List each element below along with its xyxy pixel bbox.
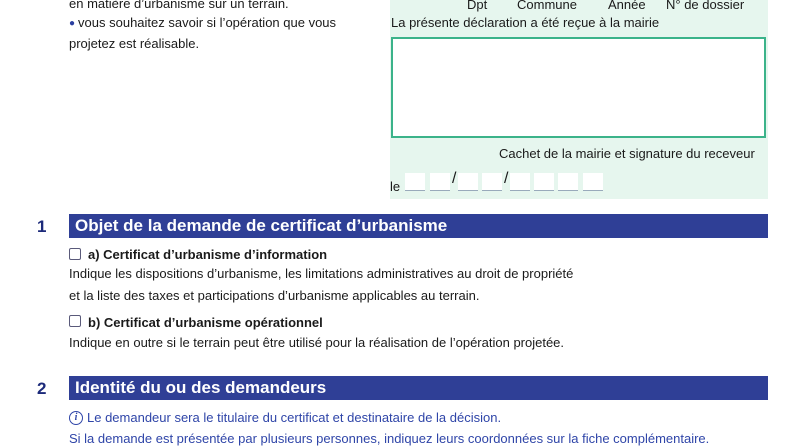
section-1-number: 1 xyxy=(37,217,47,236)
section-2-number: 2 xyxy=(37,379,47,398)
date-year-2[interactable] xyxy=(534,173,554,191)
intro-line-1: en matière d’urbanisme sur un terrain. xyxy=(69,0,289,11)
date-separator: / xyxy=(504,170,509,187)
info-line-2: Si la demande est présentée par plusieurs personnes, indiquez leurs coordonnées sur la fiche complémentaire. xyxy=(69,431,710,446)
bullet-icon: ● xyxy=(69,18,76,29)
intro-line-3: projetez est réalisable. xyxy=(69,36,200,51)
info-line-1: Le demandeur sera le titulaire du certificat et destinataire de la décision. xyxy=(87,410,502,425)
date-prefix: le xyxy=(390,179,401,194)
option-b-checkbox[interactable] xyxy=(69,315,81,327)
option-a-label: a) Certificat d’urbanisme d’information xyxy=(88,247,328,262)
stamp-caption: Cachet de la mairie et signature du receveur xyxy=(499,146,755,161)
option-a-checkbox[interactable] xyxy=(69,248,81,260)
option-a-desc-2: et la liste des taxes et participations d’urbanisme applicables au terrain. xyxy=(69,288,480,303)
option-b-label: b) Certificat d’urbanisme opérationnel xyxy=(88,315,323,330)
option-a-desc-1: Indique les dispositions d’urbanisme, les limitations administratives au droit de propriété xyxy=(69,266,574,281)
label-dossier: N° de dossier xyxy=(666,0,745,12)
date-day-2[interactable] xyxy=(430,173,450,191)
intro-line-2 xyxy=(69,13,379,34)
date-year-4[interactable] xyxy=(583,173,603,191)
date-day-1[interactable] xyxy=(405,173,425,191)
section-2-title: Identité du ou des demandeurs xyxy=(69,376,768,400)
label-commune: Commune xyxy=(517,0,577,12)
option-b-desc-1: Indique en outre si le terrain peut être utilisé pour la réalisation de l’opération projetée. xyxy=(69,335,565,350)
received-text: La présente déclaration a été reçue à la mairie xyxy=(391,15,660,30)
date-month-2[interactable] xyxy=(482,173,502,191)
intro-line-2-text: vous souhaitez savoir si l’opération que vous xyxy=(78,15,337,30)
info-icon: i xyxy=(69,411,83,425)
intro-text xyxy=(69,0,379,53)
section-1-title: Objet de la demande de certificat d’urbanisme xyxy=(69,214,768,238)
mairie-stamp-box[interactable] xyxy=(391,37,766,138)
date-year-1[interactable] xyxy=(510,173,530,191)
date-separator: / xyxy=(452,170,457,187)
date-year-3[interactable] xyxy=(558,173,578,191)
label-annee: Année xyxy=(608,0,646,12)
date-month-1[interactable] xyxy=(458,173,478,191)
label-dpt: Dpt xyxy=(467,0,488,12)
